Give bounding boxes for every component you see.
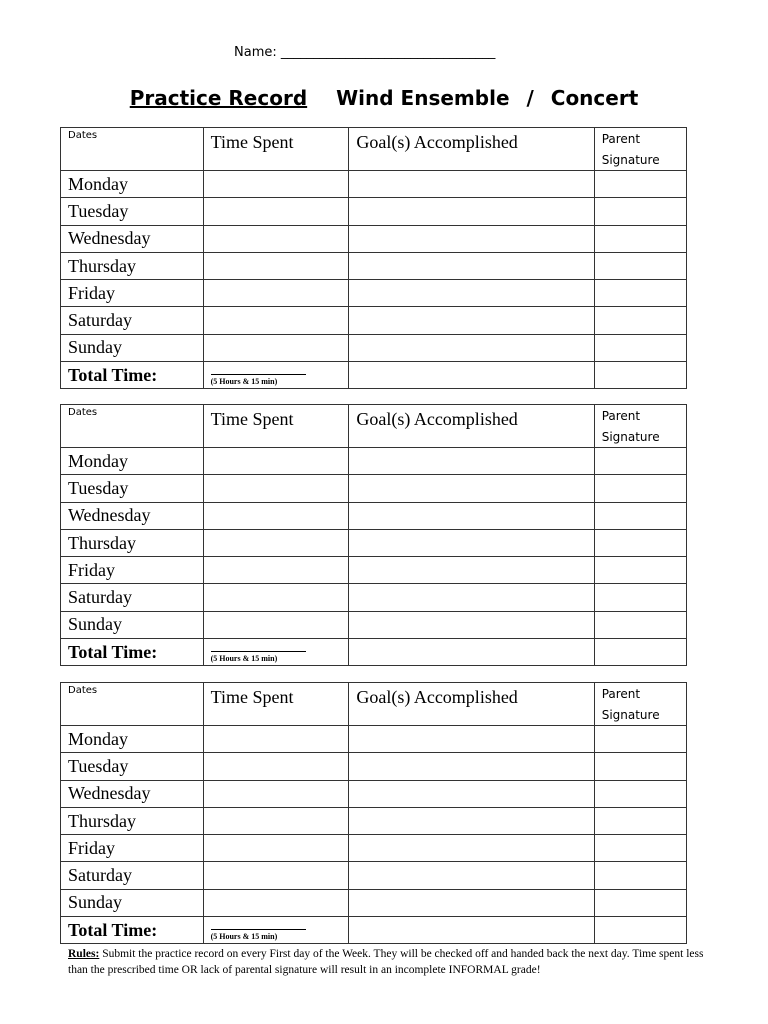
day-label: Monday [68, 450, 128, 471]
ensemble-name: Wind Ensemble [336, 86, 510, 110]
day-label: Friday [68, 559, 115, 580]
goals-cell[interactable] [349, 198, 594, 225]
day-label: Monday [68, 173, 128, 194]
goals-cell[interactable] [349, 529, 594, 556]
time-spent-cell[interactable] [203, 862, 349, 889]
total-time-hint: (5 Hours & 15 min) [210, 376, 278, 386]
rules-note [68, 946, 708, 978]
signature-cell[interactable] [594, 807, 686, 834]
day-label-cell [61, 225, 204, 252]
day-label-cell [61, 780, 204, 807]
day-label-cell [61, 280, 204, 307]
goals-cell[interactable] [349, 225, 594, 252]
day-row [61, 475, 687, 502]
page-title [0, 86, 768, 110]
total-signature-cell [594, 917, 686, 944]
day-row [61, 557, 687, 584]
day-label: Sunday [68, 337, 122, 358]
title-separator: / [526, 86, 534, 110]
day-label: Thursday [68, 255, 136, 276]
time-spent-cell[interactable] [203, 889, 349, 916]
day-label-cell [61, 334, 204, 361]
day-row [61, 280, 687, 307]
signature-cell[interactable] [594, 780, 686, 807]
day-label: Saturday [68, 587, 132, 608]
signature-label: Signature [601, 153, 660, 167]
day-label-cell [61, 611, 204, 638]
time-spent-cell[interactable] [203, 502, 349, 529]
day-row [61, 448, 687, 475]
day-label: Tuesday [68, 477, 129, 498]
table-header-row [61, 128, 687, 171]
day-row [61, 334, 687, 361]
signature-cell[interactable] [594, 529, 686, 556]
time-spent-cell[interactable] [203, 780, 349, 807]
signature-cell[interactable] [594, 448, 686, 475]
goals-cell[interactable] [349, 611, 594, 638]
day-label: Sunday [68, 614, 122, 635]
parent-label: Parent [601, 132, 641, 146]
practice-log-table-week-3 [60, 682, 687, 944]
time-spent-cell[interactable] [203, 280, 349, 307]
goals-header-label: Goal(s) Accomplished [356, 409, 518, 429]
day-label: Friday [68, 282, 115, 303]
signature-cell[interactable] [594, 475, 686, 502]
day-row [61, 780, 687, 807]
time-spent-cell[interactable] [203, 807, 349, 834]
time-spent-header [203, 128, 349, 171]
day-label: Tuesday [68, 200, 129, 221]
signature-cell[interactable] [594, 726, 686, 753]
goals-cell[interactable] [349, 807, 594, 834]
total-row [61, 639, 687, 666]
signature-cell[interactable] [594, 502, 686, 529]
parent-signature-header [594, 405, 686, 448]
signature-label: Signature [601, 708, 660, 722]
parent-label: Parent [601, 409, 641, 423]
practice-log-table-week-2 [60, 404, 687, 666]
time-spent-cell[interactable] [203, 171, 349, 198]
goals-cell[interactable] [349, 280, 594, 307]
day-label: Saturday [68, 865, 132, 886]
signature-cell[interactable] [594, 225, 686, 252]
time-spent-cell[interactable] [203, 611, 349, 638]
goals-cell[interactable] [349, 475, 594, 502]
day-label-cell [61, 502, 204, 529]
table-header-row [61, 405, 687, 448]
dates-header-label: Dates [68, 407, 98, 418]
signature-cell[interactable] [594, 584, 686, 611]
day-row [61, 171, 687, 198]
day-label: Monday [68, 728, 128, 749]
parent-signature-header [594, 128, 686, 171]
day-row [61, 225, 687, 252]
goals-cell[interactable] [349, 584, 594, 611]
total-signature-cell [594, 639, 686, 666]
day-label: Tuesday [68, 755, 129, 776]
day-row [61, 835, 687, 862]
signature-cell[interactable] [594, 611, 686, 638]
goals-cell[interactable] [349, 835, 594, 862]
time-spent-cell[interactable] [203, 753, 349, 780]
day-row [61, 198, 687, 225]
time-spent-cell[interactable] [203, 557, 349, 584]
day-label: Sunday [68, 892, 122, 913]
time-spent-cell[interactable] [203, 334, 349, 361]
signature-cell[interactable] [594, 557, 686, 584]
time-spent-header [203, 683, 349, 726]
total-label-cell [61, 639, 204, 666]
dates-header-label: Dates [68, 685, 98, 696]
total-blank-line [211, 651, 306, 652]
name-field-label: Name: _________________________________ [234, 45, 496, 60]
time-spent-cell[interactable] [203, 475, 349, 502]
time-spent-header [203, 405, 349, 448]
goals-cell[interactable] [349, 502, 594, 529]
signature-cell[interactable] [594, 307, 686, 334]
total-label-cell [61, 362, 204, 389]
goals-header [349, 683, 594, 726]
time-spent-header-label: Time Spent [210, 409, 294, 429]
goals-cell[interactable] [349, 726, 594, 753]
time-spent-header-label: Time Spent [210, 132, 294, 152]
day-label: Saturday [68, 310, 132, 331]
parent-signature-header [594, 683, 686, 726]
practice-log-table-week-1 [60, 127, 687, 389]
time-spent-cell[interactable] [203, 726, 349, 753]
goals-cell[interactable] [349, 780, 594, 807]
dates-header [61, 683, 204, 726]
total-label-cell [61, 917, 204, 944]
time-spent-cell[interactable] [203, 252, 349, 279]
total-time-label: Total Time: [68, 919, 158, 940]
day-label-cell [61, 753, 204, 780]
time-spent-cell[interactable] [203, 529, 349, 556]
goals-header-label: Goal(s) Accomplished [356, 687, 518, 707]
day-label: Friday [68, 837, 115, 858]
total-goals-cell [349, 639, 594, 666]
day-label-cell [61, 835, 204, 862]
signature-cell[interactable] [594, 862, 686, 889]
goals-header-label: Goal(s) Accomplished [356, 132, 518, 152]
day-label-cell [61, 584, 204, 611]
total-time-label: Total Time: [68, 641, 158, 662]
total-time-cell[interactable] [203, 917, 349, 944]
goals-cell[interactable] [349, 171, 594, 198]
total-row [61, 362, 687, 389]
goals-cell[interactable] [349, 753, 594, 780]
signature-label: Signature [601, 430, 660, 444]
day-label: Wednesday [68, 783, 151, 804]
dates-header [61, 405, 204, 448]
signature-cell[interactable] [594, 280, 686, 307]
day-label-cell [61, 557, 204, 584]
goals-header [349, 405, 594, 448]
total-signature-cell [594, 362, 686, 389]
rules-label: Rules: [68, 948, 100, 960]
goals-header [349, 128, 594, 171]
day-row [61, 502, 687, 529]
day-row [61, 862, 687, 889]
day-label-cell [61, 475, 204, 502]
day-label-cell [61, 529, 204, 556]
day-row [61, 529, 687, 556]
signature-cell[interactable] [594, 334, 686, 361]
total-goals-cell [349, 362, 594, 389]
dates-header [61, 128, 204, 171]
signature-cell[interactable] [594, 171, 686, 198]
day-label-cell [61, 252, 204, 279]
time-spent-cell[interactable] [203, 584, 349, 611]
goals-cell[interactable] [349, 252, 594, 279]
practice-record-title: Practice Record [129, 86, 308, 110]
time-spent-cell[interactable] [203, 448, 349, 475]
time-spent-header-label: Time Spent [210, 687, 294, 707]
parent-label: Parent [601, 687, 641, 701]
day-label-cell [61, 307, 204, 334]
time-spent-cell[interactable] [203, 835, 349, 862]
day-label: Thursday [68, 810, 136, 831]
goals-cell[interactable] [349, 448, 594, 475]
signature-cell[interactable] [594, 198, 686, 225]
day-row [61, 726, 687, 753]
total-row [61, 917, 687, 944]
day-label: Wednesday [68, 505, 151, 526]
day-label-cell [61, 862, 204, 889]
day-label-cell [61, 448, 204, 475]
dates-header-label: Dates [68, 130, 98, 141]
time-spent-cell[interactable] [203, 225, 349, 252]
table-header-row [61, 683, 687, 726]
rules-text: Submit the practice record on every First day of the Week. They will be checked off and handed back the next day. Time spent less than the prescribed time OR lack of parental signature will result in an incomplete INFORMAL grade! [68, 948, 704, 976]
day-label-cell [61, 171, 204, 198]
day-row [61, 889, 687, 916]
day-label: Thursday [68, 532, 136, 553]
goals-cell[interactable] [349, 889, 594, 916]
signature-cell[interactable] [594, 889, 686, 916]
day-row [61, 753, 687, 780]
total-time-cell[interactable] [203, 362, 349, 389]
total-goals-cell [349, 917, 594, 944]
signature-cell[interactable] [594, 753, 686, 780]
signature-cell[interactable] [594, 835, 686, 862]
day-label-cell [61, 889, 204, 916]
total-time-hint: (5 Hours & 15 min) [210, 931, 278, 941]
day-label-cell [61, 807, 204, 834]
total-time-label: Total Time: [68, 364, 158, 385]
total-time-cell[interactable] [203, 639, 349, 666]
day-row [61, 307, 687, 334]
signature-cell[interactable] [594, 252, 686, 279]
time-spent-cell[interactable] [203, 198, 349, 225]
total-time-hint: (5 Hours & 15 min) [210, 653, 278, 663]
goals-cell[interactable] [349, 862, 594, 889]
total-blank-line [211, 929, 306, 930]
day-row [61, 252, 687, 279]
day-label-cell [61, 198, 204, 225]
goals-cell[interactable] [349, 334, 594, 361]
day-row [61, 807, 687, 834]
goals-cell[interactable] [349, 307, 594, 334]
day-row [61, 611, 687, 638]
goals-cell[interactable] [349, 557, 594, 584]
day-label: Wednesday [68, 228, 151, 249]
total-blank-line [211, 374, 306, 375]
time-spent-cell[interactable] [203, 307, 349, 334]
day-row [61, 584, 687, 611]
day-label-cell [61, 726, 204, 753]
concert-name: Concert [550, 86, 639, 110]
